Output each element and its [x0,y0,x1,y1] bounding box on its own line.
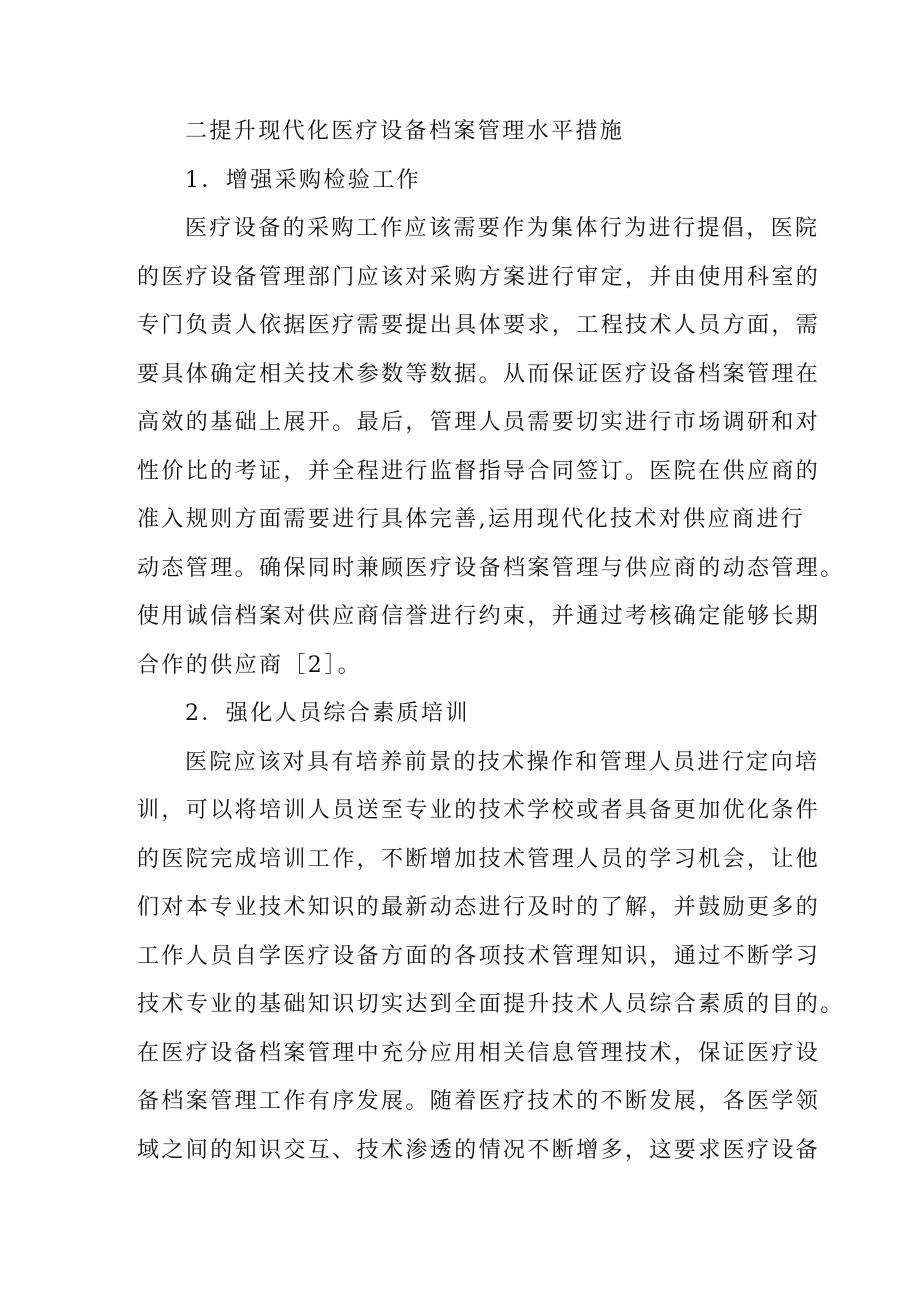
paragraph [137,205,845,690]
paragraph-line: 的医院完成培训工作，不断增加技术管理人员的学习机会，让他 [137,846,821,872]
paragraph-line: 的医疗设备管理部门应该对采购方案进行审定，并由使用科室的 [137,264,821,290]
section-title: 二提升现代化医疗设备档案管理水平措施 [185,119,625,144]
paragraph [137,739,845,1176]
paragraph-line: 性价比的考证，并全程进行监督指导合同签订。医院在供应商的 [137,458,821,484]
paragraph-line: 要具体确定相关技术参数等数据。从而保证医疗设备档案管理在 [137,361,821,387]
paragraph-line: 工作人员自学医疗设备方面的各项技术管理知识，通过不断学习 [137,943,821,969]
paragraph-line: 准入规则方面需要进行具体完善,运用现代化技术对供应商进行 [137,507,806,532]
paragraph-line: 医院应该对具有培养前景的技术操作和管理人员进行定向培 [185,749,820,775]
paragraph-line: 域之间的知识交互、技术渗透的情况不断增多，这要求医疗设备 [137,1137,821,1163]
paragraph-line: 们对本专业技术知识的最新动态进行及时的了解，并鼓励更多的 [137,895,821,920]
paragraph-line: 使用诚信档案对供应商信誉进行约束，并通过考核确定能够长期 [137,604,821,629]
paragraph-line: 合作的供应商［2］。 [137,652,362,678]
paragraph-line: 训，可以将培训人员送至专业的技术学校或者具备更加优化条件 [137,798,821,823]
paragraph-line: 动态管理。确保同时兼顾医疗设备档案管理与供应商的动态管理。 [137,555,845,581]
document-page [137,108,845,1175]
paragraph-line: 在医疗设备档案管理中充分应用相关信息管理技术，保证医疗设 [137,1040,821,1066]
subsection-heading: 2．强化人员综合素质培训 [185,701,470,726]
paragraph-line: 医疗设备的采购工作应该需要作为集体行为进行提倡，医院 [185,216,820,241]
subsection-heading: 1．增强采购检验工作 [185,167,421,193]
paragraph-line: 高效的基础上展开。最后，管理人员需要切实进行市场调研和对 [137,410,821,435]
paragraph-line: 备档案管理工作有序发展。随着医疗技术的不断发展，各医学领 [137,1089,821,1114]
paragraph-line: 专门负责人依据医疗需要提出具体要求，工程技术人员方面，需 [137,313,821,338]
paragraph-line: 技术专业的基础知识切实达到全面提升技术人员综合素质的目的。 [137,992,845,1017]
